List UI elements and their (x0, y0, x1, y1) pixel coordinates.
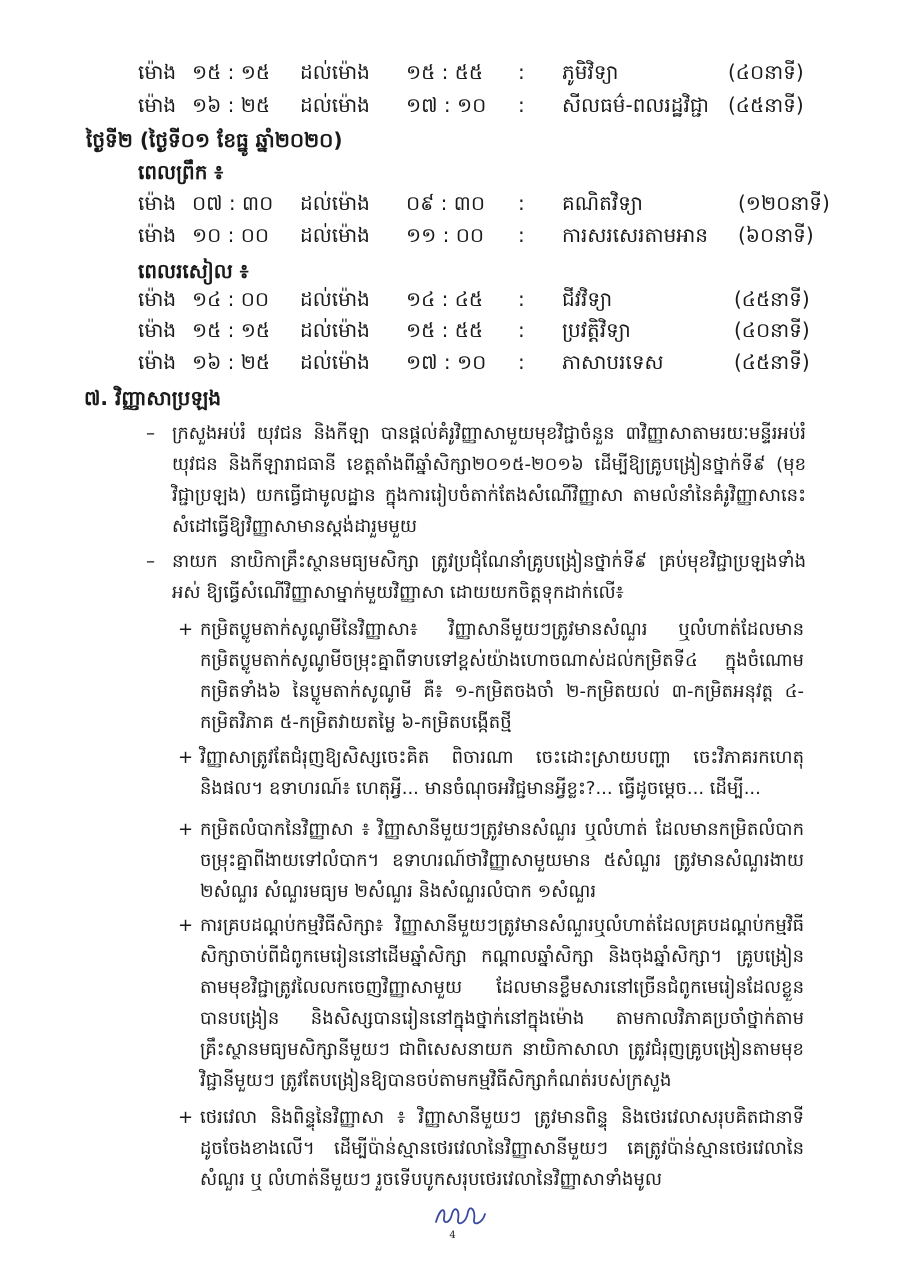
plus-marker: + (178, 1107, 194, 1128)
subject-name: សីលធម៌-ពលរដ្ឋវិជ្ជា (562, 93, 709, 117)
start-time: ១៦ : ២៥ (192, 350, 271, 374)
hour-label: ម៉ោង (138, 318, 177, 342)
end-time: ១៧ : ១០ (406, 93, 487, 117)
colon: : (518, 60, 525, 84)
hour-label: ម៉ោង (138, 223, 177, 247)
bullet-difficulty: កម្រិតលំបាកនៃវិញ្ញាសា ៖ វិញ្ញាសានីមួយៗត្រូវមានសំណួរ ឬលំហាត់ ដែលមានកម្រិតលំបាកចម្រុះគ្នាពីងាយទៅលំបាក។ ឧទាហរណ៍ថាវិញ្ញាសាមួយមាន ៥សំណួរ ត្រូវមានសំណួរងាយ ២សំណួរ សំណួរមធ្យម ២សំណួរ និងសំណួរលំបាក ១សំណួរ (200, 819, 804, 902)
end-time: ១១ : ០០ (406, 223, 485, 247)
until-label: ដល់ម៉ោង (300, 60, 370, 84)
hour-label: ម៉ោង (138, 287, 177, 311)
hour-label: ម៉ោង (138, 60, 177, 84)
subject-name: ជីវវិទ្យា (562, 287, 613, 311)
bullet-critical-thinking: វិញ្ញាសាត្រូវតែជំរុញឱ្យសិស្សចេះគិត ពិចារណា ចេះដោះស្រាយបញ្ហា ចេះវិភាគរកហេតុ និងផល។ ឧទាហរណ៍៖ ហេតុអ្វី... មានចំណុចអវិជ្ជមានអ្វីខ្លះ?... ធ្វើដូចម្តេច... ដើម្បី... (200, 747, 804, 799)
subject-name: ភូមិវិទ្យា (562, 60, 619, 84)
colon: : (518, 93, 525, 117)
plus-marker: + (178, 819, 194, 840)
plus-marker: + (178, 747, 194, 768)
schedule-row (0, 346, 905, 378)
schedule-row (0, 314, 905, 346)
start-time: ១៥ : ១៥ (192, 60, 271, 84)
duration: (៤៥នាទី) (728, 93, 804, 117)
end-time: ១៤ : ៤៥ (406, 287, 484, 311)
colon: : (518, 350, 525, 374)
paragraph-1: ក្រសួងអប់រំ យុវជន និងកីឡា បានផ្តល់គំរូវិញ្ញាសាមួយមុខវិជ្ជាចំនួន ៣វិញ្ញាសាតាមរយៈមន្ទីរអប់រំ យុវជន និងកីឡារាជធានី ខេត្តតាំងពីឆ្នាំសិក្សា២០១៥-២០១៦ ដើម្បីឱ្យគ្រូបង្រៀនថ្នាក់ទី៩ (មុខវិជ្ជាប្រឡង) យកធ្វើជាមូលដ្ឋាន ក្នុងការរៀបចំតាក់តែងសំណើវិញ្ញាសា តាមលំនាំនៃគំរូវិញ្ញាសានេះ សំដៅធ្វើឱ្យវិញ្ញាសាមានស្តង់ដារួមមួយ (172, 423, 806, 537)
schedule-row (0, 89, 905, 121)
until-label: ដល់ម៉ោង (300, 191, 370, 215)
hour-label: ម៉ោង (138, 350, 177, 374)
subject-name: ការសរសេរតាមអាន (562, 223, 708, 247)
dash-marker: – (146, 551, 155, 572)
subject-name: ភាសាបរទេស (562, 350, 664, 374)
until-label: ដល់ម៉ោង (300, 350, 370, 374)
subject-name: គណិតវិទ្យា (562, 191, 643, 215)
section7-heading: ៧. វិញ្ញាសាប្រឡង (84, 386, 222, 410)
duration: (៤០នាទី) (734, 318, 810, 342)
bullet-curriculum-coverage: ការគ្របដណ្តប់កម្មវិធីសិក្សា៖ វិញ្ញាសានីមួយៗត្រូវមានសំណួរឬលំហាត់ដែលគ្របដណ្តប់កម្មវិធីសិក្សាចាប់ពីជំពូកមេរៀននៅដើមឆ្នាំសិក្សា កណ្តាលឆ្នាំសិក្សា និងចុងឆ្នាំសិក្សា។ គ្រូបង្រៀនតាមមុខវិជ្ជាត្រូវលៃលកចេញវិញ្ញាសាមួយ ដែលមានខ្លឹមសារនៅច្រើនជំពូកមេរៀនដែលខ្លួនបានបង្រៀន និងសិស្សបានរៀននៅក្នុងថ្នាក់នៅក្នុងម៉ោង តាមកាលវិភាគប្រចាំថ្នាក់តាមគ្រឹះស្ថានមធ្យមសិក្សានីមួយៗ ជាពិសេសនាយក នាយិកាសាលា ត្រូវជំរុញគ្រូបង្រៀនតាមមុខវិជ្ជានីមួយៗ ត្រូវតែបង្រៀនឱ្យបានចប់តាមកម្មវិធីសិក្សាកំណត់របស់ក្រសួង (200, 915, 804, 1091)
end-time: ១៧ : ១០ (406, 350, 487, 374)
duration: (៤៥នាទី) (734, 350, 810, 374)
day2-heading: ថ្ងៃទី២ (ថ្ងៃទី០១ ខែធ្នូ ឆ្នាំ២០២០) (86, 128, 343, 152)
schedule-row (0, 56, 905, 88)
bullet-bloom-levels: កម្រិតប្លូមតាក់សូណូមីនៃវិញ្ញាសា៖ វិញ្ញាសានីមួយៗត្រូវមានសំណួរ ឬលំហាត់ដែលមានកម្រិតប្លូមតាក់សូណូមីចម្រុះគ្នាពីទាបទៅខ្ពស់យ៉ាងហោចណាស់ដល់កម្រិតទី៤ ក្នុងចំណោមកម្រិតទាំង៦ នៃប្លូមតាក់សូណូមី គឺ៖ ១-កម្រិតចងចាំ ២-កម្រិតយល់ ៣-កម្រិតអនុវត្ត ៤-កម្រិតវិភាគ ៥-កម្រិតវាយតម្លៃ ៦-កម្រិតបង្កើតថ្មី (200, 619, 804, 733)
end-time: ០៩ : ៣០ (406, 191, 486, 215)
until-label: ដល់ម៉ោង (300, 93, 370, 117)
duration: (៤៥នាទី) (734, 287, 810, 311)
start-time: ១០ : ០០ (192, 223, 270, 247)
until-label: ដល់ម៉ោង (300, 287, 370, 311)
schedule-row (0, 219, 905, 251)
colon: : (518, 318, 525, 342)
colon: : (518, 223, 525, 247)
until-label: ដល់ម៉ោង (300, 318, 370, 342)
colon: : (518, 191, 525, 215)
start-time: ១៥ : ១៥ (192, 318, 271, 342)
start-time: ០៧ : ៣០ (192, 191, 274, 215)
morning-heading: ពេលព្រឹក ៖ (138, 160, 224, 184)
hour-label: ម៉ោង (138, 191, 177, 215)
duration: (៦០នាទី) (738, 223, 814, 247)
bullet-duration-points: ថេរវេលា និងពិន្ទុនៃវិញ្ញាសា ៖ វិញ្ញាសានីមួយៗ ត្រូវមានពិន្ទុ និងថេរវេលាសរុបគិតជានាទីដូចចែងខាងលើ។ ដើម្បីប៉ាន់ស្មានថេរវេលានៃវិញ្ញាសានីមួយៗ គេត្រូវប៉ាន់ស្មានថេរវេលានៃសំណួរ ឬ លំហាត់នីមួយៗ រួចទើបបូកសរុបថេរវេលានៃវិញ្ញាសាទាំងមូល (200, 1107, 804, 1190)
plus-marker: + (178, 915, 194, 936)
colon: : (518, 287, 525, 311)
duration: (៤០នាទី) (728, 60, 804, 84)
page-number: 4 (449, 1230, 456, 1241)
paragraph-2: នាយក នាយិកាគ្រឹះស្ថានមធ្យមសិក្សា ត្រូវប្រជុំណែនាំគ្រូបង្រៀនថ្នាក់ទី៩ គ្រប់មុខវិជ្ជាប្រឡងទាំងអស់ ឱ្យធ្វើសំណើវិញ្ញាសាម្នាក់មួយវិញ្ញាសា ដោយយកចិត្តទុកដាក់លើ៖ (172, 551, 806, 603)
hour-label: ម៉ោង (138, 93, 177, 117)
duration: (១២០នាទី) (738, 191, 830, 215)
end-time: ១៥ : ៥៥ (406, 60, 484, 84)
afternoon-heading: ពេលរសៀល ៖ (138, 259, 249, 283)
until-label: ដល់ម៉ោង (300, 223, 370, 247)
schedule-row (0, 187, 905, 219)
start-time: ១៦ : ២៥ (192, 93, 271, 117)
plus-marker: + (178, 619, 194, 640)
end-time: ១៥ : ៥៥ (406, 318, 484, 342)
start-time: ១៤ : ០០ (192, 287, 270, 311)
subject-name: ប្រវត្តិវិទ្យា (562, 318, 631, 342)
dash-marker: – (146, 423, 155, 444)
schedule-row (0, 283, 905, 315)
signature-mark (430, 1200, 490, 1230)
